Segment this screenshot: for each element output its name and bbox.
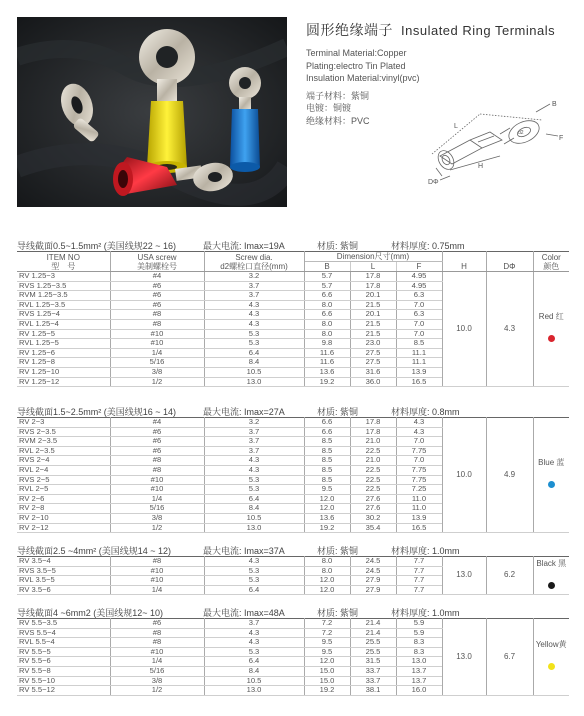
dim-f: 7.25 [396,485,442,495]
dim-l: 38.1 [350,686,396,696]
dim-b: 12.0 [304,576,350,586]
item-no: RV 1.25−12 [17,377,110,387]
usa-screw: #4 [110,418,204,428]
color-cell [533,619,569,696]
dim-b: 8.5 [304,437,350,447]
dim-l: 33.7 [350,666,396,676]
dim-f: 7.0 [396,319,442,329]
item-no: RVS 2−3.5 [17,427,110,437]
dim-b: 12.0 [304,657,350,667]
dim-b: 6.6 [304,291,350,301]
item-no: RV 3.5−4 [17,557,110,567]
usa-screw: #4 [110,272,204,282]
screw-dia: 4.3 [204,638,304,648]
color-label: Red 红 [538,312,564,322]
screw-dia: 3.2 [204,418,304,428]
usa-screw: 5/16 [110,666,204,676]
item-no: RV 1.25−10 [17,367,110,377]
item-no: RVS 1.25−4 [17,310,110,320]
label-d: DΦ [428,179,439,186]
section-header [17,238,569,251]
dim-b: 19.2 [304,686,350,696]
col-item: ITEM NO 型 号 [17,252,110,272]
spec-table [17,251,569,387]
item-no: RV 5.5−3.5 [17,619,110,629]
dim-f: 5.9 [396,619,442,629]
section-header [17,605,569,618]
dim-l: 17.8 [350,418,396,428]
dim-f: 11.0 [396,504,442,514]
section-16-14awg [17,404,569,533]
dim-l: 21.4 [350,628,396,638]
dim-f: 16.5 [396,377,442,387]
dim-h: 10.0 [442,272,486,387]
usa-screw: #8 [110,456,204,466]
dim-f: 4.95 [396,281,442,291]
dim-h: 10.0 [442,418,486,533]
usa-screw: #8 [110,465,204,475]
dim-l: 21.0 [350,437,396,447]
screw-dia: 3.7 [204,291,304,301]
section-22-16awg [17,238,569,387]
usa-screw: 5/16 [110,358,204,368]
usa-screw: #6 [110,300,204,310]
color-swatch [548,481,555,488]
dim-b: 6.6 [304,310,350,320]
spec-cn-2: 电镀：铜镀 [306,103,352,113]
thickness: 材料厚度: 0.75mm [391,241,465,251]
usa-screw: 5/16 [110,504,204,514]
dim-l: 27.9 [350,576,396,586]
item-no: RV 5.5−10 [17,676,110,686]
dim-b: 9.5 [304,638,350,648]
material: 材质: 紫铜 [317,608,359,618]
screw-dia: 5.3 [204,329,304,339]
usa-screw: 3/8 [110,676,204,686]
usa-screw: #8 [110,638,204,648]
screw-dia: 13.0 [204,523,304,533]
dim-f: 5.9 [396,628,442,638]
usa-screw: #10 [110,485,204,495]
dim-h: 13.0 [442,557,486,595]
dim-f: 4.3 [396,427,442,437]
product-photo [17,17,287,207]
dim-b: 11.6 [304,348,350,358]
dim-f: 6.3 [396,310,442,320]
max-current: 最大电流: Imax=37A [203,546,285,556]
screw-dia: 3.7 [204,437,304,447]
item-no: RVS 2−5 [17,475,110,485]
item-no: RV 2−8 [17,504,110,514]
screw-dia: 4.3 [204,300,304,310]
dim-b: 12.0 [304,585,350,595]
usa-screw: 1/2 [110,686,204,696]
col-dimension: Dimension尺寸(mm) [304,252,442,262]
dim-b: 8.0 [304,557,350,567]
usa-screw: #10 [110,576,204,586]
table-row [17,418,569,428]
usa-screw: 1/2 [110,377,204,387]
section-header [17,543,569,556]
col-d: DΦ [486,252,533,272]
item-no: RVS 1.25−3.5 [17,281,110,291]
dim-b: 8.0 [304,329,350,339]
screw-dia: 6.4 [204,494,304,504]
terminals-photo-illustration [17,17,287,207]
usa-screw: #10 [110,329,204,339]
dim-d: 4.3 [486,272,533,387]
dim-f: 8.5 [396,339,442,349]
dim-b: 7.2 [304,619,350,629]
screw-dia: 4.3 [204,310,304,320]
thickness: 材料厚度: 1.0mm [391,546,460,556]
screw-dia: 3.7 [204,619,304,629]
item-no: RV 1.25−8 [17,358,110,368]
max-current: 最大电流: Imax=27A [203,407,285,417]
table-row [17,619,569,629]
usa-screw: #10 [110,475,204,485]
usa-screw: #6 [110,437,204,447]
dim-b: 9.5 [304,647,350,657]
screw-dia: 8.4 [204,666,304,676]
item-no: RVL 1.25−4 [17,319,110,329]
dim-l: 31.5 [350,657,396,667]
usa-screw: #8 [110,319,204,329]
usa-screw: #6 [110,291,204,301]
screw-dia: 5.3 [204,485,304,495]
dim-l: 22.5 [350,465,396,475]
dim-l: 27.6 [350,494,396,504]
color-cell [533,272,569,387]
dim-l: 27.9 [350,585,396,595]
dim-b: 11.6 [304,358,350,368]
wire-range: 导线截面1.5~2.5mm² (美国线规16 ~ 14) [17,407,177,417]
dim-f: 11.1 [396,358,442,368]
item-no: RV 1.25−6 [17,348,110,358]
screw-dia: 4.3 [204,319,304,329]
color-label: Yellow黄 [535,639,567,649]
usa-screw: #10 [110,647,204,657]
spec-table [17,618,569,696]
usa-screw: #8 [110,310,204,320]
wire-range: 导线截面4 ~6mm2 (美国线规12~ 10) [17,608,164,618]
col-color: Color 颜色 [533,252,569,272]
color-cell [533,418,569,533]
dim-d: 4.9 [486,418,533,533]
spec-table [17,417,569,533]
section-14-12awg [17,543,569,595]
dim-b: 8.5 [304,456,350,466]
dim-l: 27.5 [350,358,396,368]
dim-b: 19.2 [304,523,350,533]
table-row [17,557,569,567]
item-no: RV 5.5−8 [17,666,110,676]
title-en: Insulated Ring Terminals [401,23,556,38]
item-no: RV 5.5−5 [17,647,110,657]
ring-terminal-diagram [410,96,570,196]
dim-b: 15.0 [304,666,350,676]
dim-l: 23.0 [350,339,396,349]
dim-f: 11.0 [396,494,442,504]
col-b: B [304,262,350,272]
dim-l: 20.1 [350,291,396,301]
screw-dia: 6.4 [204,348,304,358]
dim-l: 17.8 [350,272,396,282]
item-no: RV 1.25−3 [17,272,110,282]
item-no: RVM 2−3.5 [17,437,110,447]
dim-l: 21.0 [350,456,396,466]
usa-screw: 1/4 [110,585,204,595]
item-no: RVL 2−3.5 [17,446,110,456]
screw-dia: 6.4 [204,657,304,667]
section-12-10awg [17,605,569,696]
dim-f: 7.7 [396,576,442,586]
label-d2: d2 [518,130,524,136]
dim-f: 13.7 [396,676,442,686]
max-current: 最大电流: Imax=48A [203,608,285,618]
dim-f: 13.9 [396,367,442,377]
screw-dia: 13.0 [204,686,304,696]
dim-b: 12.0 [304,494,350,504]
dim-b: 15.0 [304,676,350,686]
screw-dia: 10.5 [204,367,304,377]
dim-b: 13.6 [304,513,350,523]
item-no: RVS 2−4 [17,456,110,466]
screw-dia: 6.4 [204,585,304,595]
item-no: RV 2−3 [17,418,110,428]
usa-screw: #8 [110,628,204,638]
dim-f: 7.75 [396,465,442,475]
dim-l: 31.6 [350,367,396,377]
dim-f: 13.0 [396,657,442,667]
dim-l: 22.5 [350,475,396,485]
usa-screw: #6 [110,281,204,291]
screw-dia: 4.3 [204,628,304,638]
material: 材质: 紫铜 [317,241,359,251]
usa-screw: 1/4 [110,348,204,358]
item-no: RVL 2−5 [17,485,110,495]
screw-dia: 5.3 [204,566,304,576]
material: 材质: 紫铜 [317,546,359,556]
dim-b: 8.0 [304,319,350,329]
label-h: H [478,163,484,170]
section-header [17,404,569,417]
dim-l: 33.7 [350,676,396,686]
col-screw: USA screw 美制螺栓号 [110,252,204,272]
screw-dia: 3.7 [204,427,304,437]
dim-f: 6.3 [396,291,442,301]
dim-b: 5.7 [304,272,350,282]
usa-screw: 1/4 [110,657,204,667]
spec-en-3: Insulation Material:vinyl(pvc) [306,73,420,83]
usa-screw: #8 [110,557,204,567]
screw-dia: 5.3 [204,647,304,657]
dim-b: 8.0 [304,566,350,576]
color-label: Black 黑 [536,558,567,568]
usa-screw: #10 [110,339,204,349]
wire-range: 导线截面0.5~1.5mm² (美国线规22 ~ 16) [17,241,177,251]
label-b: B [552,101,557,108]
table-row [17,272,569,282]
material: 材质: 紫铜 [317,407,359,417]
max-current: 最大电流: Imax=19A [203,241,285,251]
item-no: RV 2−10 [17,513,110,523]
item-no: RVL 5.5−4 [17,638,110,648]
dim-l: 25.5 [350,638,396,648]
dim-b: 19.2 [304,377,350,387]
dim-l: 21.5 [350,319,396,329]
dim-b: 9.8 [304,339,350,349]
dim-b: 5.7 [304,281,350,291]
usa-screw: #6 [110,427,204,437]
col-l: L [350,262,396,272]
label-f: F [559,135,564,142]
item-no: RV 5.5−6 [17,657,110,667]
dim-b: 6.6 [304,427,350,437]
label-l: L [454,123,458,130]
dim-f: 7.0 [396,437,442,447]
dim-h: 13.0 [442,619,486,696]
dim-f: 7.0 [396,300,442,310]
dim-b: 8.5 [304,446,350,456]
dim-l: 17.8 [350,427,396,437]
dim-l: 21.4 [350,619,396,629]
material-specs [306,47,420,127]
screw-dia: 13.0 [204,377,304,387]
dim-b: 8.5 [304,475,350,485]
dim-b: 13.6 [304,367,350,377]
usa-screw: #6 [110,446,204,456]
dim-f: 16.0 [396,686,442,696]
dim-l: 22.5 [350,446,396,456]
col-h: H [442,252,486,272]
usa-screw: 3/8 [110,367,204,377]
dim-b: 8.5 [304,465,350,475]
item-no: RV 3.5−6 [17,585,110,595]
item-no: RVM 1.25−3.5 [17,291,110,301]
usa-screw: #6 [110,619,204,629]
col-f: F [396,262,442,272]
title-cn: 圆形绝缘端子 [306,22,393,38]
color-swatch [548,663,555,670]
screw-dia: 8.4 [204,358,304,368]
screw-dia: 10.5 [204,676,304,686]
spec-en-2: Plating:electro Tin Plated [306,60,406,71]
dim-f: 7.7 [396,557,442,567]
screw-dia: 5.3 [204,576,304,586]
item-no: RV 2−6 [17,494,110,504]
thickness: 材料厚度: 1.0mm [391,608,460,618]
dim-f: 7.0 [396,456,442,466]
usa-screw: 3/8 [110,513,204,523]
wire-range: 导线截面2.5 ~4mm² (美国线规14 ~ 12) [17,546,172,556]
dim-d: 6.7 [486,619,533,696]
dim-l: 21.5 [350,329,396,339]
color-swatch [548,335,555,342]
item-no: RVS 5.5−4 [17,628,110,638]
item-no: RV 1.25−5 [17,329,110,339]
usa-screw: #10 [110,566,204,576]
dim-f: 13.7 [396,666,442,676]
screw-dia: 10.5 [204,513,304,523]
dim-f: 11.1 [396,348,442,358]
screw-dia: 3.7 [204,281,304,291]
screw-dia: 4.3 [204,456,304,466]
dim-l: 27.5 [350,348,396,358]
dim-f: 7.75 [396,475,442,485]
dim-f: 7.0 [396,329,442,339]
col-dia: Screw dia. d2螺栓口直径(mm) [204,252,304,272]
spec-cn-3: 绝缘材料：PVC [306,115,370,126]
screw-dia: 4.3 [204,465,304,475]
screw-dia: 4.3 [204,557,304,567]
dim-l: 27.6 [350,504,396,514]
dim-b: 7.2 [304,628,350,638]
screw-dia: 3.7 [204,446,304,456]
spec-table [17,556,569,595]
dim-b: 12.0 [304,504,350,514]
screw-dia: 8.4 [204,504,304,514]
dim-f: 8.3 [396,638,442,648]
dim-l: 17.8 [350,281,396,291]
item-no: RV 2−12 [17,523,110,533]
dim-l: 21.5 [350,300,396,310]
dim-b: 6.6 [304,418,350,428]
dim-b: 9.5 [304,485,350,495]
usa-screw: 1/2 [110,523,204,533]
item-no: RVS 3.5−5 [17,566,110,576]
dim-d: 6.2 [486,557,533,595]
dim-f: 7.7 [396,585,442,595]
dim-l: 24.5 [350,557,396,567]
dim-l: 20.1 [350,310,396,320]
dim-l: 35.4 [350,523,396,533]
thickness: 材料厚度: 0.8mm [391,407,460,417]
item-no: RVL 1.25−5 [17,339,110,349]
dim-l: 30.2 [350,513,396,523]
color-swatch [548,582,555,589]
dim-l: 22.5 [350,485,396,495]
spec-en-1: Terminal Material:Copper [306,48,407,58]
dim-f: 4.3 [396,418,442,428]
dim-f: 7.75 [396,446,442,456]
dim-f: 7.7 [396,566,442,576]
color-cell [533,557,569,595]
item-no: RVL 3.5−5 [17,576,110,586]
dim-f: 4.95 [396,272,442,282]
color-label: Blue 蓝 [538,458,565,468]
spec-cn-1: 端子材料：紫铜 [306,90,370,101]
item-no: RV 5.5−12 [17,686,110,696]
dim-l: 36.0 [350,377,396,387]
terminal-technical-drawing [410,96,570,196]
dim-l: 24.5 [350,566,396,576]
usa-screw: 1/4 [110,494,204,504]
dim-f: 16.5 [396,523,442,533]
screw-dia: 3.2 [204,272,304,282]
dim-f: 8.3 [396,647,442,657]
page-title [306,20,555,40]
dim-l: 25.5 [350,647,396,657]
dim-f: 13.9 [396,513,442,523]
screw-dia: 5.3 [204,339,304,349]
dim-b: 8.0 [304,300,350,310]
screw-dia: 5.3 [204,475,304,485]
item-no: RVL 2−4 [17,465,110,475]
item-no: RVL 1.25−3.5 [17,300,110,310]
